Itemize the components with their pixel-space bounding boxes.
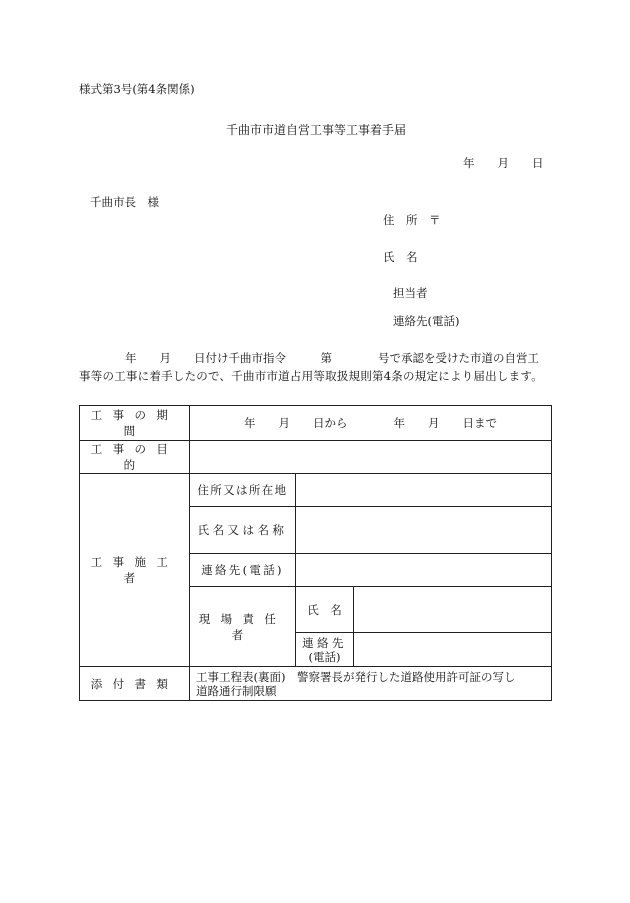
period-label: 工事の期間 — [80, 406, 190, 441]
date-line: 年 月 日 — [463, 156, 544, 170]
attachments-line-2: 道路通行制限願 — [196, 683, 277, 698]
applicant-name-label: 氏 名 — [383, 250, 418, 264]
contractor-address-label: 住所又は所在地 — [190, 474, 296, 507]
applicant-contact-label: 連絡先(電話) — [393, 314, 460, 328]
contractor-contact-label: 連絡先(電話) — [190, 554, 296, 587]
manager-contact-label: 連絡先 — [302, 635, 347, 650]
attachments-label: 添付書類 — [80, 667, 190, 701]
manager-name-field[interactable] — [354, 587, 552, 633]
period-value: 年 月 日から 年 月 日まで — [244, 416, 498, 430]
period-cell[interactable] — [190, 406, 552, 441]
form-number: 様式第3号(第4条関係) — [79, 82, 195, 96]
purpose-label: 工事の目的 — [80, 441, 190, 474]
document-title: 千曲市市道自営工事等工事着手届 — [226, 123, 407, 137]
manager-phone-label: (電話) — [308, 649, 341, 664]
manager-name-label: 氏 名 — [296, 587, 354, 633]
contractor-address-field[interactable] — [296, 474, 552, 507]
purpose-field[interactable] — [190, 441, 552, 474]
manager-contact-field[interactable] — [354, 633, 552, 667]
contractor-contact-field[interactable] — [296, 554, 552, 587]
manager-contact-cell — [296, 633, 354, 667]
construction-form-table — [79, 405, 552, 701]
contractor-label: 工事施工者 — [80, 474, 190, 667]
attachments-cell — [190, 667, 552, 701]
person-in-charge-label: 担当者 — [393, 286, 428, 300]
attachments-line-1: 工事工程表(裏面) 警察署長が発行した道路使用許可証の写し — [196, 669, 516, 684]
contractor-name-label: 氏名又は名称 — [190, 507, 296, 554]
contractor-name-field[interactable] — [296, 507, 552, 554]
addressee: 千曲市長 様 — [90, 195, 159, 209]
site-manager-label: 現場責任者 — [190, 587, 296, 667]
body-text-line-2: 事等の工事に着手したので、千曲市市道占用等取扱規則第4条の規定により届出します。 — [79, 369, 543, 383]
body-text-line-1: 年 月 日付け千曲市指令 第 号で承認を受けた市道の自営工 — [125, 351, 539, 365]
applicant-address-label: 住 所 〒 — [383, 213, 441, 227]
